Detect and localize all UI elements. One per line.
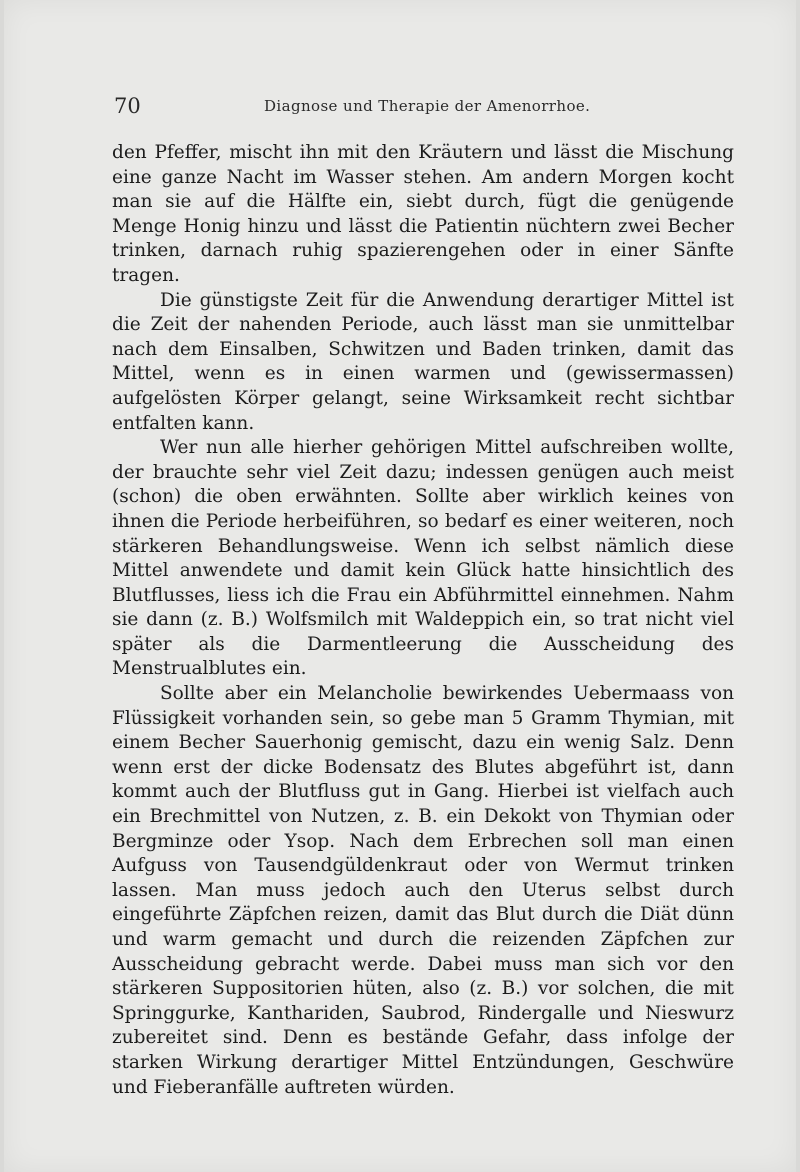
paragraph: den Pfeffer, mischt ihn mit den Kräutern und lässt die Mischung eine ganze Nacht im Wasser stehen. Am andern Morgen kocht man sie auf die Hälfte ein, siebt durch, fügt die genügende Menge Honig hinzu und lässt die Patientin nüchtern zwei Becher trinken, darnach ruhig spazierengehen oder in einer Sänfte tragen. <box>112 142 734 286</box>
paragraph: Sollte aber ein Melancholie bewirkendes Uebermaass von Flüssigkeit vorhanden sein, so gebe man 5 Gramm Thymian, mit einem Becher Sauerhonig gemischt, dazu ein wenig Salz. Denn wenn erst der dicke Bodensatz des Blutes abgeführt ist, dann kommt auch der Blutfluss gut in Gang. Hierbei ist vielfach auch ein Brechmittel von Nutzen, z. B. ein Dekokt von Thymian oder Bergminze oder Ysop. Nach dem Erbrechen soll man einen Aufguss von Tausendgüldenkraut oder von Wermut trinken lassen. Man muss jedoch auch den Uterus selbst durch eingeführte Zäpfchen reizen, damit das Blut durch die Diät dünn und warm gemacht und durch die reizenden Zäpfchen zur Ausscheidung gebracht werde. Dabei muss man sich vor den stärkeren Suppositorien hüten, also (z. B.) vor solchen, die mit Springgurke, Kanthariden, Saubrod, Rindergalle und Nieswurz zubereitet sind. Denn es bestände Gefahr, dass infolge der starken Wirkung derartiger Mittel Entzündungen, Geschwüre und Fieberanfälle auftreten würden. <box>112 683 734 1098</box>
page-number: 70 <box>114 94 141 118</box>
book-page <box>4 0 796 1172</box>
page-header <box>114 94 734 120</box>
paragraph: Die günstigste Zeit für die Anwendung derartiger Mittel ist die Zeit der nahenden Periode, auch lässt man sie unmittelbar nach dem Einsalben, Schwitzen und Baden trinken, damit das Mittel, wenn es in einen warmen und (gewissermassen) aufgelösten Körper gelangt, seine Wirksamkeit recht sichtbar entfalten kann. <box>112 289 734 434</box>
running-title: Diagnose und Therapie der Amenorrhoe. <box>264 97 591 115</box>
body-text <box>112 141 734 1100</box>
paragraph: Wer nun alle hierher gehörigen Mittel aufschreiben wollte, der brauchte sehr viel Zeit dazu; indessen genügen auch meist (schon) die oben erwähnten. Sollte aber wirklich keines von ihnen die Periode herbeiführen, so bedarf es einer weiteren, noch stärkeren Behandlungsweise. Wenn ich selbst nämlich diese Mittel anwendete und damit kein Glück hatte hinsichtlich des Blutflusses, liess ich die Frau ein Abführmittel einnehmen. Nahm sie dann (z. B.) Wolfsmilch mit Waldeppich ein, so trat nicht viel später als die Darmentleerung die Ausscheidung des Menstrualblutes ein. <box>112 437 734 680</box>
